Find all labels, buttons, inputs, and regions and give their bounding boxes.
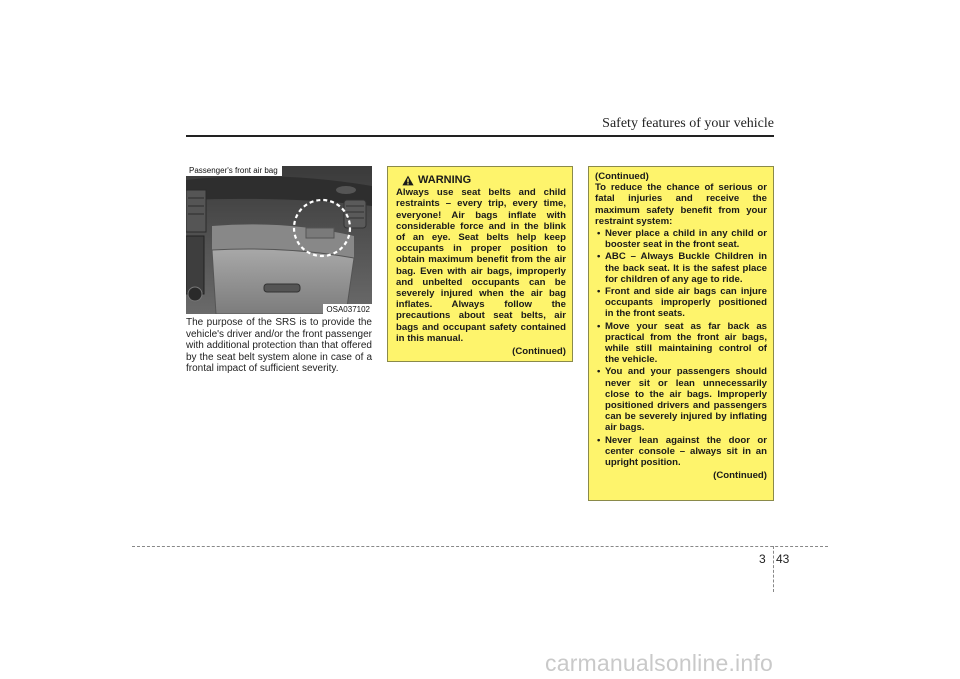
- continued-box: [588, 166, 774, 501]
- list-item: • Front and side air bags can injure occupants improperly positioned in the front seats.: [595, 286, 767, 320]
- safety-bullet-list: [595, 228, 767, 468]
- footer-divider: [773, 546, 774, 592]
- page-number: 43: [776, 552, 790, 566]
- list-item: • ABC – Always Buckle Children in the back seat. It is the safest place for children of any age to ride.: [595, 251, 767, 285]
- figure-code: OSA037102: [323, 304, 372, 314]
- warning-continued: (Continued): [512, 346, 566, 358]
- list-item: • Never lean against the door or center console – always sit in an upright position.: [595, 435, 767, 469]
- footer-rule: [132, 546, 828, 547]
- list-item: • Move your seat as far back as practical from the front air bags, while still maintaining control of the vehicle.: [595, 321, 767, 366]
- page-header-title: Safety features of your vehicle: [602, 116, 774, 131]
- watermark: carmanualsonline.info: [545, 650, 773, 676]
- warning-header: [402, 175, 566, 186]
- airbag-figure: [186, 166, 372, 314]
- warning-label: WARNING: [418, 174, 472, 186]
- warning-box: [387, 166, 573, 362]
- warning-text: Always use seat belts and child restraints – every trip, every time, everyone! Air bags inflate with considerable force and in the blink of an eye. Seat belts help keep occupants in proper position to obtain maximum benefit from the air bag. Even with air bags, improperly and unbelted occupants can be severely injured when the air bag inflates. Always follow the precautions about seat belts, air bags and occupant safety contained in this manual.: [396, 187, 566, 344]
- continued-top: (Continued): [595, 171, 649, 182]
- list-item: • You and your passengers should never sit or lean unnecessarily close to the air bags. Improperly positioned drivers and passengers can be severely injured by inflating air bags.: [595, 366, 767, 433]
- chapter-number: 3: [759, 552, 766, 566]
- header-rule: [186, 135, 774, 137]
- continued-bottom: (Continued): [713, 470, 767, 482]
- continued-intro: To reduce the chance of serious or fatal injuries and receive the maximum safety benefit from your restraint system:: [595, 182, 767, 227]
- srs-purpose-text: The purpose of the SRS is to provide the vehicle's driver and/or the front passenger with additional protection than that offered by the seat belt system alone in case of a frontal impact of sufficient severity.: [186, 317, 372, 374]
- figure-caption: Passenger's front air bag: [186, 166, 282, 176]
- dashboard-illustration: [186, 166, 372, 314]
- warning-triangle-icon: [402, 175, 414, 186]
- list-item: • Never place a child in any child or booster seat in the front seat.: [595, 228, 767, 250]
